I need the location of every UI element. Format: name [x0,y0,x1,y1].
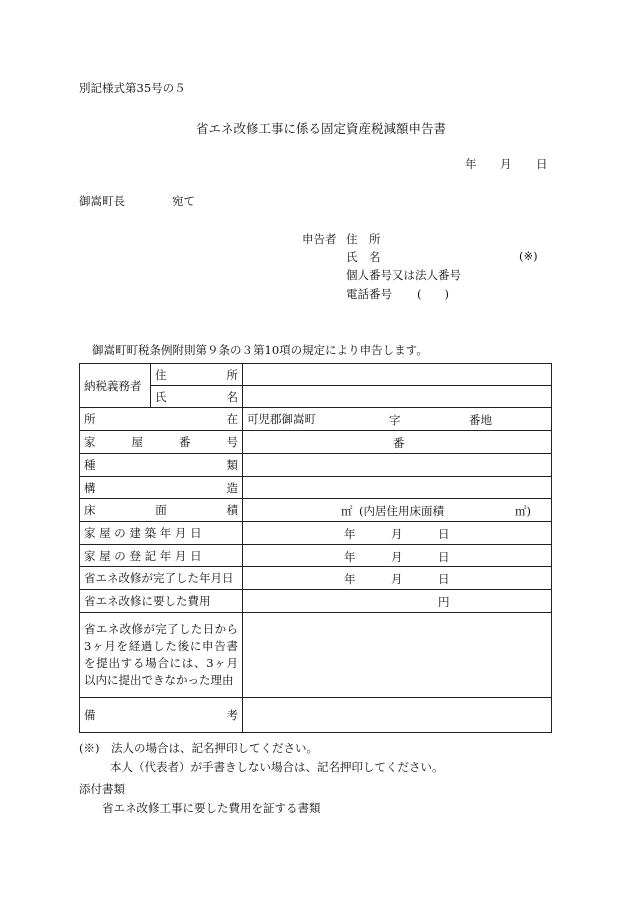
registered-date-label: 家 屋 の 登 記 年 月 日 [80,545,243,567]
addressee-suffix: 宛て [172,194,195,208]
registered-date-month: 月 [391,550,403,564]
floor-area-inner: (内居住用床面積 [359,504,444,518]
attachments-heading: 添付書類 [79,782,125,796]
built-date-day: 日 [438,527,450,541]
location-banchi: 番地 [469,413,492,427]
attachments-item: 省エネ改修工事に要した費用を証する書類 [102,801,321,815]
remarks-value[interactable] [243,698,552,733]
remarks-label-1: 備 [84,708,96,722]
kind-label-2: 類 [226,458,238,472]
registered-date-year: 年 [344,550,356,564]
taxpayer-name-value[interactable] [243,386,552,408]
floor-area-label-2: 面 [155,503,167,517]
applicant-address-label: 住 所 [346,232,381,246]
location-label-1: 所 [84,412,96,426]
date-day: 日 [536,157,548,171]
late-reason-label: 省エネ改修が完了した日から3ヶ月を経過した後に申告書を提出する場合には、3ヶ月以内に提出できなかった理由 [80,613,243,698]
form-number: 別記様式第35号の５ [79,81,186,95]
taxpayer-label: 納税義務者 [80,364,151,408]
location-value[interactable] [243,408,552,431]
name-label-1: 氏 [155,389,167,404]
structure-label-1: 構 [84,480,96,495]
house-number-label-2: 屋 [131,435,143,449]
registered-date-day: 日 [438,550,450,564]
kind-label-1: 種 [84,458,96,472]
location-aza: 字 [389,413,401,427]
floor-area-label-1: 床 [84,503,96,517]
taxpayer-address-value[interactable] [243,364,552,386]
note-1: (※) 法人の場合は、記名押印してください。 [79,741,318,755]
applicant-id-label: 個人番号又は法人番号 [346,268,461,282]
intro-text: 御嵩町町税条例附則第９条の３第10項の規定により申告します。 [92,343,428,357]
house-number-label-3: 番 [179,435,191,449]
applicant-seal-note: (※) [519,249,538,263]
date-month: 月 [500,157,512,171]
date-year: 年 [465,157,477,171]
floor-area-unit2: ㎡) [515,504,531,518]
completed-date-year: 年 [344,572,356,586]
house-number-label-1: 家 [84,435,96,449]
address-label-2: 所 [226,367,238,382]
house-number-ban: 番 [393,436,405,450]
declaration-table [79,363,552,733]
cost-value[interactable] [243,590,552,613]
registered-date-value[interactable] [243,545,552,567]
built-date-label: 家 屋 の 建 築 年 月 日 [80,522,243,545]
completed-date-month: 月 [391,572,403,586]
location-prefix: 可児郡御嵩町 [247,412,316,426]
applicant-phone-label: 電話番号 [346,287,392,301]
name-label-2: 名 [226,389,238,404]
note-2: 本人（代表者）が手書きしない場合は、記名押印してください。 [110,760,444,774]
cost-label: 省エネ改修に要した費用 [80,590,243,613]
late-reason-value[interactable] [243,613,552,698]
floor-area-unit1: ㎡ [341,504,353,518]
address-label-1: 住 [155,367,167,382]
applicant-phone-paren: ( ) [417,287,449,301]
location-label-2: 在 [226,412,238,426]
remarks-label-2: 考 [226,708,238,722]
completed-date-day: 日 [438,572,450,586]
addressee-name: 御嵩町長 [79,194,125,208]
document-title: 省エネ改修工事に係る固定資産税減額申告書 [196,121,447,136]
structure-value[interactable] [243,477,552,499]
applicant-name-label: 氏 名 [346,250,381,264]
floor-area-label-3: 積 [226,503,238,517]
cost-unit: 円 [438,595,450,609]
kind-value[interactable] [243,454,552,477]
built-date-year: 年 [344,527,356,541]
house-number-value[interactable] [243,431,552,454]
built-date-month: 月 [391,527,403,541]
floor-area-value[interactable] [243,499,552,522]
house-number-label-4: 号 [226,435,238,449]
structure-label-2: 造 [226,480,238,495]
completed-date-value[interactable] [243,567,552,590]
applicant-label: 申告者 [302,232,337,246]
built-date-value[interactable] [243,522,552,545]
completed-date-label: 省エネ改修が完了した年月日 [80,567,243,590]
